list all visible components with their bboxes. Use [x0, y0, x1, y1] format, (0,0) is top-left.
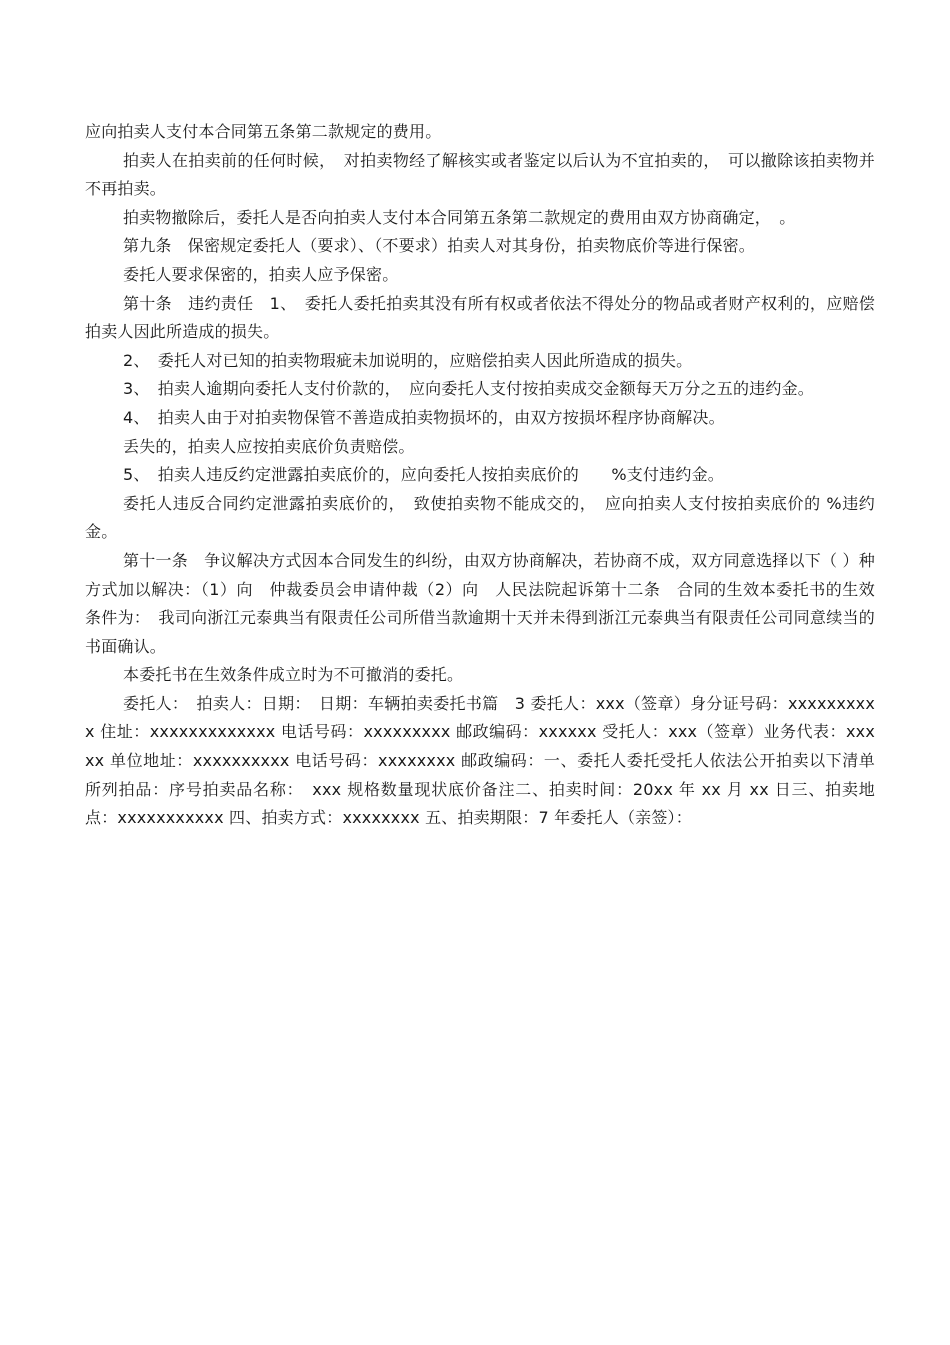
paragraph-loss-compensation: 丢失的，拍卖人应按拍卖底价负责赔偿。 [123, 436, 415, 456]
paragraph-withdrawal: 拍卖人在拍卖前的任何时候， 对拍卖物经了解核实或者鉴定以后认为不宜拍卖的， 可以撤除该拍卖物并不再拍卖。 [85, 150, 875, 199]
liability-item-2: 2、 委托人对已知的拍卖物瑕疵未加说明的，应赔偿拍卖人因此所造成的损失。 [123, 350, 693, 370]
paragraph-continuation: 应向拍卖人支付本合同第五条第二款规定的费用。 [85, 122, 442, 141]
document-body [85, 118, 875, 833]
paragraph-client-breach: 委托人违反合同约定泄露拍卖底价的， 致使拍卖物不能成交的， 应向拍卖人支付按拍卖底价的 %违约金。 [85, 493, 875, 542]
liability-item-5: 5、 拍卖人违反约定泄露拍卖底价的，应向委托人按拍卖底价的 %支付违约金。 [123, 465, 724, 485]
liability-item-3: 3、 拍卖人逾期向委托人支付价款的， 应向委托人支付按拍卖成交金额每天万分之五的违约金。 [123, 379, 814, 399]
paragraph-confidentiality-duty: 委托人要求保密的，拍卖人应予保密。 [123, 264, 399, 284]
paragraph-signatures-and-appendix: 委托人： 拍卖人：日期： 日期：车辆拍卖委托书篇 3 委托人：xxx（签章）身分证号码：xxxxxxxxxx 住址：xxxxxxxxxxxxx 电话号码：xxxxxxxxx 邮政编码：xxxxxx 受托人：xxx（签章）业务代表：xxxxx 单位地址：xxxxxxxxxx 电话号码：xxxxxxxx 邮政编码：一、委托人委托受托人依法公开拍卖以下清单所列拍品：序号拍卖品名称： xxx 规格数量现状底价备注二、拍卖时间：20xx 年 xx 月 xx 日三、拍卖地点：xxxxxxxxxxx 四、拍卖方式：xxxxxxxx 五、拍卖期限：7 年委托人（亲签）： [85, 693, 875, 828]
article-11-dispute: 第十一条 争议解决方式因本合同发生的纠纷，由双方协商解决，若协商不成，双方同意选择以下（ ）种方式加以解决：（1）向 仲裁委员会申请仲裁（2）向 人民法院起诉第十二条 合同的生效本委托书的生效条件为： 我司向浙江元泰典当有限责任公司所借当款逾期十天并未得到浙江元泰典当有限责任公司同意续当的书面确认。 [85, 550, 875, 656]
paragraph-withdrawal-fee: 拍卖物撤除后，委托人是否向拍卖人支付本合同第五条第二款规定的费用由双方协商确定， 。 [123, 207, 796, 227]
liability-item-4: 4、 拍卖人由于对拍卖物保管不善造成拍卖物损坏的，由双方按损坏程序协商解决。 [123, 407, 725, 427]
article-10-liability: 第十条 违约责任 1、 委托人委托拍卖其没有所有权或者依法不得处分的物品或者财产权利的，应赔偿拍卖人因此所造成的损失。 [85, 293, 875, 342]
article-9-confidentiality: 第九条 保密规定委托人（要求）、（不要求）拍卖人对其身份，拍卖物底价等进行保密。 [123, 236, 756, 256]
paragraph-irrevocable: 本委托书在生效条件成立时为不可撤消的委托。 [123, 665, 464, 685]
